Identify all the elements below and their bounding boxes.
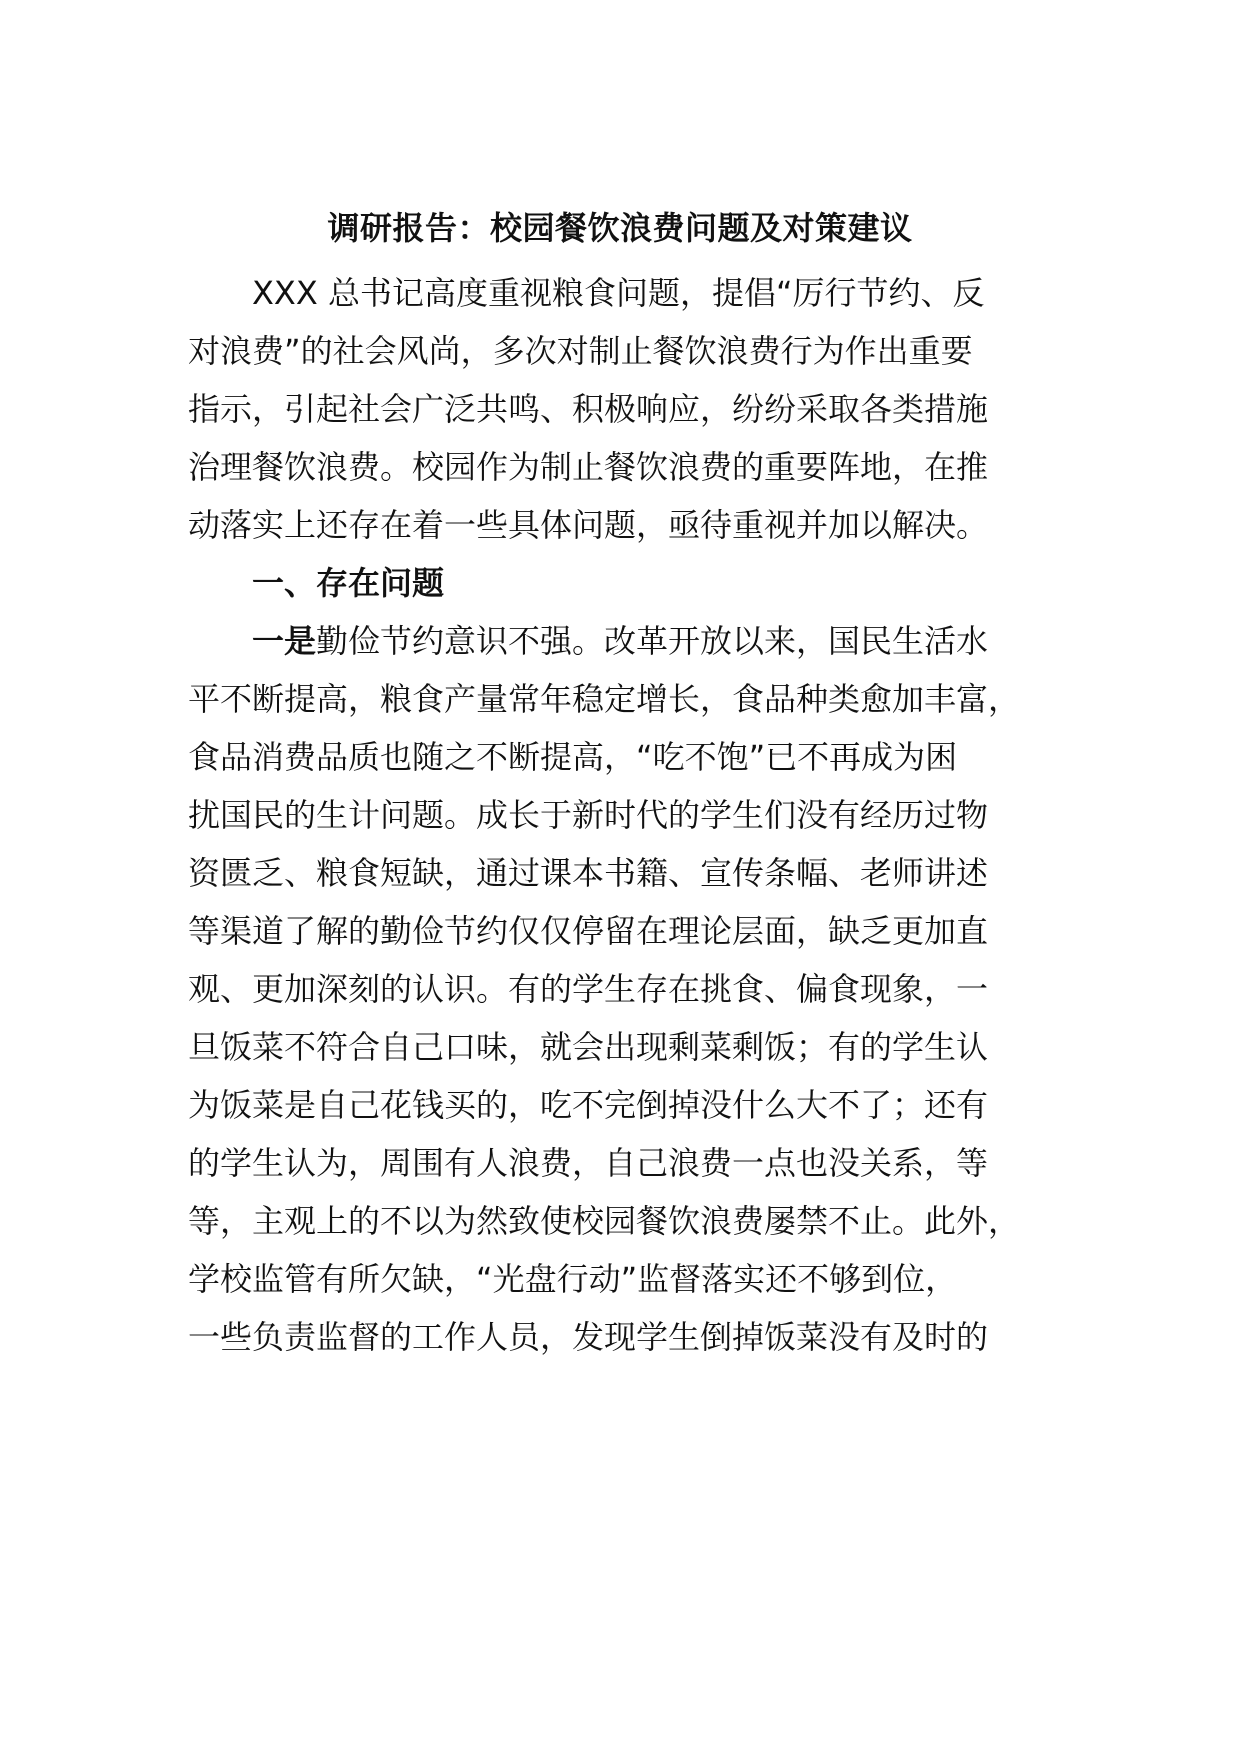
intro-line-1: XXX 总书记高度重视粮食问题，提倡“厉行节约、反 bbox=[252, 274, 985, 312]
body-line-9: 的学生认为，周围有人浪费，自己浪费一点也没关系，等 bbox=[188, 1144, 989, 1182]
intro-line-4: 治理餐饮浪费。校园作为制止餐饮浪费的重要阵地，在推 bbox=[188, 448, 989, 486]
body-line-11: 学校监管有所欠缺，“光盘行动”监督落实还不够到位， bbox=[188, 1260, 958, 1298]
body-line-2: 食品消费品质也随之不断提高，“吃不饱”已不再成为困 bbox=[188, 738, 958, 776]
section-heading: 一、存在问题 bbox=[252, 564, 445, 602]
point-first-rest: 勤俭节约意识不强。改革开放以来，国民生活水 bbox=[316, 622, 989, 660]
point-lead: 一是 bbox=[252, 622, 317, 660]
body-line-5: 等渠道了解的勤俭节约仅仅停留在理论层面，缺乏更加直 bbox=[188, 912, 989, 950]
body-line-4: 资匮乏、粮食短缺，通过课本书籍、宣传条幅、老师讲述 bbox=[188, 854, 989, 892]
intro-line-5: 动落实上还存在着一些具体问题，亟待重视并加以解决。 bbox=[188, 506, 989, 544]
intro-line-2: 对浪费”的社会风尚，多次对制止餐饮浪费行为作出重要 bbox=[188, 332, 973, 370]
body-line-10: 等，主观上的不以为然致使校园餐饮浪费屡禁不止。此外， bbox=[188, 1202, 1021, 1240]
intro-line-3: 指示，引起社会广泛共鸣、积极响应，纷纷采取各类措施 bbox=[188, 390, 989, 428]
body-line-6: 观、更加深刻的认识。有的学生存在挑食、偏食现象，一 bbox=[188, 970, 989, 1008]
body-line-8: 为饭菜是自己花钱买的，吃不完倒掉没什么大不了；还有 bbox=[188, 1086, 989, 1124]
document-title: 调研报告：校园餐饮浪费问题及对策建议 bbox=[327, 209, 913, 247]
body-line-3: 扰国民的生计问题。成长于新时代的学生们没有经历过物 bbox=[188, 796, 989, 834]
body-line-12: 一些负责监督的工作人员，发现学生倒掉饭菜没有及时的 bbox=[188, 1318, 989, 1356]
point-first-line bbox=[252, 617, 988, 665]
body-line-1: 平不断提高，粮食产量常年稳定增长，食品种类愈加丰富， bbox=[188, 680, 1021, 718]
body-line-7: 旦饭菜不符合自己口味，就会出现剩菜剩饭；有的学生认 bbox=[188, 1028, 989, 1066]
